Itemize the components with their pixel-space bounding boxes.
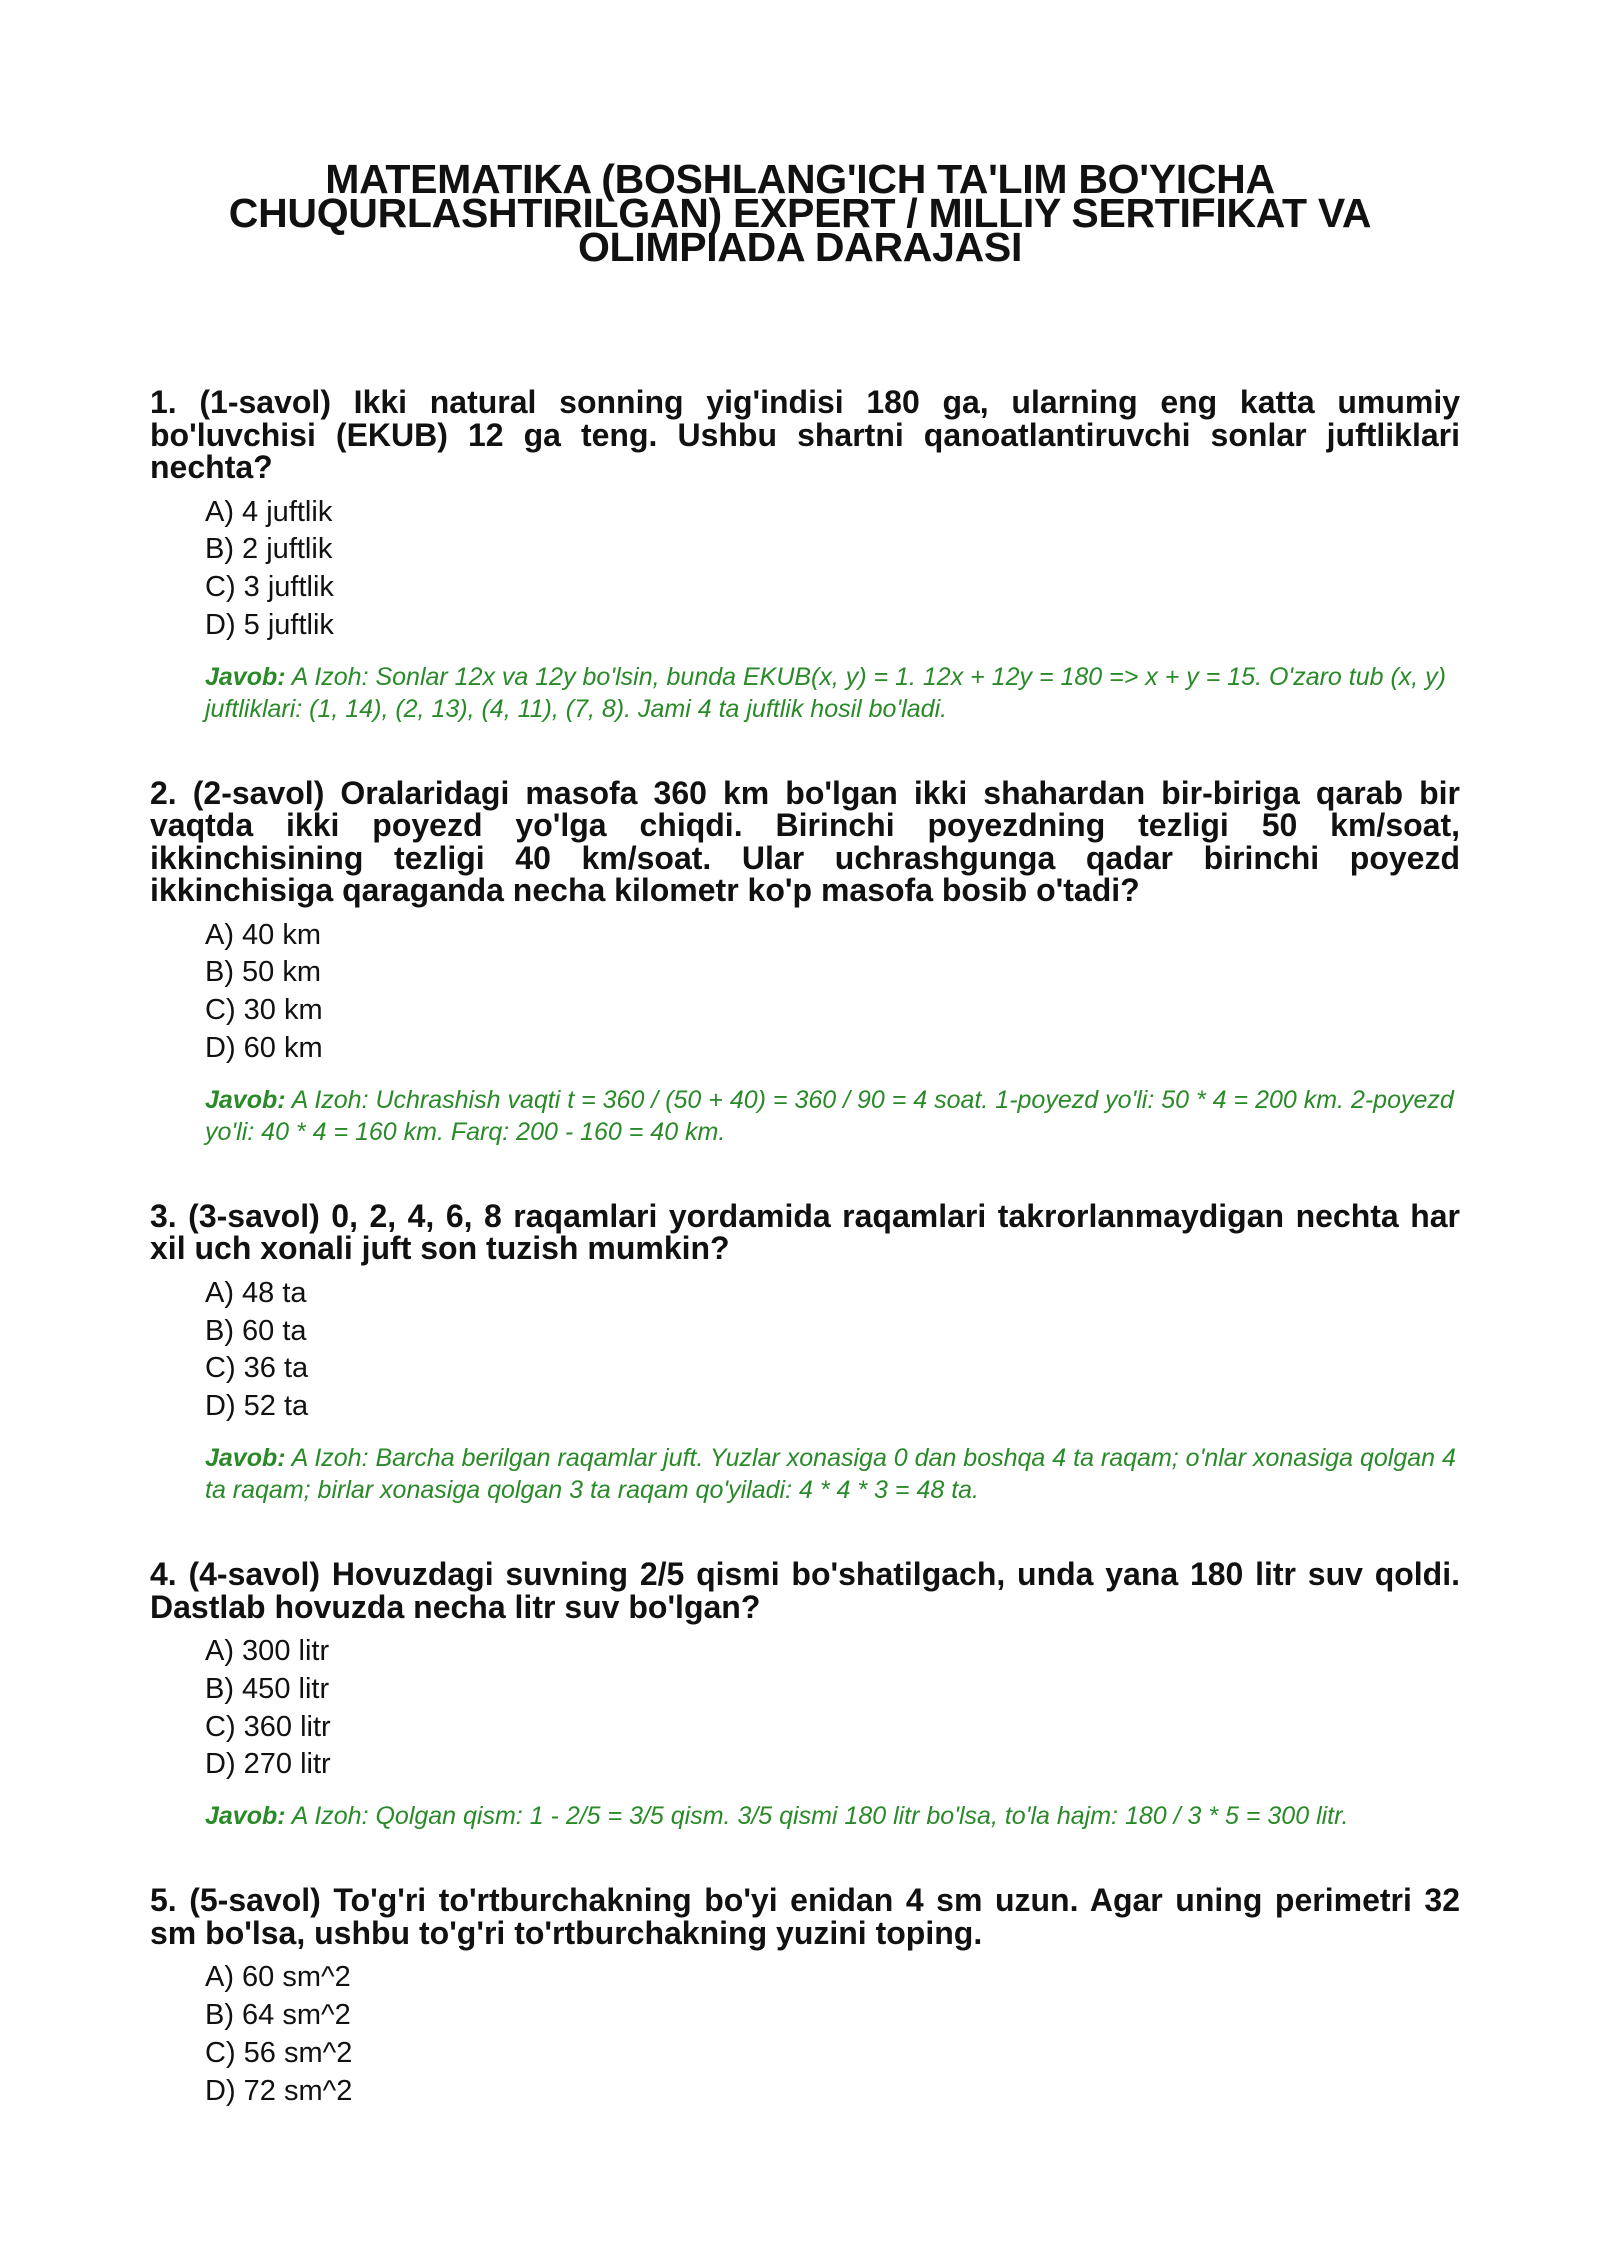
question-text: 2. (2-savol) Oralaridagi masofa 360 km bo'lgan ikki shahardan bir-biriga qarab bir vaqtda ikki poyezd yo'lga chiqdi. Birinchi poyezdning tezligi 50 km/soat, ikkinchisining tezligi 40 km/soat. Ular uchrashgunga qadar birinchi poyezd ikkinchisiga qaraganda necha kilometr ko'p masofa bosib o'tadi?	[150, 774, 1460, 909]
option-a: A) 48 ta	[205, 1276, 307, 1309]
question-5	[150, 1884, 1460, 2110]
answer-text: A Izoh: Sonlar 12x va 12y bo'lsin, bunda EKUB(x, y) = 1. 12x + 12y = 180 => x + y = 15. O'zaro tub (x, y) juftliklari: (1, 14), (2, 13), (4, 11), (7, 8). Jami 4 ta juftlik hosil bo'ladi.	[205, 662, 1447, 723]
option-b: B) 2 juftlik	[205, 533, 333, 566]
option-d: D) 72 sm^2	[205, 2074, 353, 2107]
option-b: B) 60 ta	[205, 1314, 307, 1347]
answer-text: A Izoh: Barcha berilgan raqamlar juft. Yuzlar xonasiga 0 dan boshqa 4 ta raqam; o'nlar xonasiga qolgan 4 ta raqam; birlar xonasiga qolgan 3 ta raqam qo'yiladi: 4 * 4 * 3 = 48 ta.	[205, 1444, 1456, 1505]
option-b: B) 450 litr	[205, 1672, 330, 1705]
option-c: C) 360 litr	[205, 1710, 331, 1743]
answer-options	[205, 1959, 1460, 2110]
answer-options	[205, 917, 1460, 1068]
option-c: C) 36 ta	[205, 1352, 309, 1385]
question-list	[150, 386, 1460, 2162]
question-text: 5. (5-savol) To'g'ri to'rtburchakning bo'yi enidan 4 sm uzun. Agar uning perimetri 32 sm bo'lsa, ushbu to'g'ri to'rtburchakning yuzini toping.	[150, 1882, 1460, 1951]
option-c: C) 56 sm^2	[205, 2036, 353, 2069]
answer-options	[205, 494, 1460, 645]
answer-explanation	[205, 661, 1460, 725]
question-4	[150, 1558, 1460, 1832]
answer-text: A Izoh: Uchrashish vaqti t = 360 / (50 + 40) = 360 / 90 = 4 soat. 1-poyezd yo'li: 50 * 4 = 200 km. 2-poyezd yo'li: 40 * 4 = 160 km. Farq: 200 - 160 = 40 km.	[205, 1085, 1454, 1146]
document-title: MATEMATIKA (BOSHLANG'ICH TA'LIM BO'YICHA CHUQURLASHTIRILGAN) EXPERT / MILLIY SERTIFIKAT VA OLIMPIADA DARAJASI	[228, 156, 1372, 270]
option-c: C) 3 juftlik	[205, 571, 334, 604]
answer-options	[205, 1633, 1460, 1784]
question-text: 4. (4-savol) Hovuzdagi suvning 2/5 qismi bo'shatilgach, unda yana 180 litr suv qoldi. Dastlab hovuzda necha litr suv bo'lgan?	[150, 1556, 1460, 1625]
answer-text: A Izoh: Qolgan qism: 1 - 2/5 = 3/5 qism. 3/5 qismi 180 litr bo'lsa, to'la hajm: 180 / 3 * 5 = 300 litr.	[291, 1802, 1349, 1831]
option-a: A) 40 km	[205, 918, 322, 951]
question-text: 3. (3-savol) 0, 2, 4, 6, 8 raqamlari yordamida raqamlari takrorlanmaydigan nechta har xil uch xonali juft son tuzish mumkin?	[150, 1197, 1460, 1267]
option-a: A) 60 sm^2	[205, 1961, 351, 1994]
option-b: B) 50 km	[205, 956, 322, 989]
answer-label: Javob:	[205, 662, 286, 691]
option-a: A) 4 juftlik	[205, 495, 333, 528]
answer-label: Javob:	[205, 1085, 286, 1114]
answer-label: Javob:	[205, 1802, 286, 1831]
option-d: D) 270 litr	[205, 1748, 331, 1781]
option-d: D) 60 km	[205, 1032, 323, 1065]
answer-explanation	[205, 1442, 1460, 1506]
answer-label: Javob:	[205, 1444, 286, 1473]
answer-explanation	[205, 1084, 1460, 1148]
question-2	[150, 774, 1460, 1148]
option-b: B) 64 sm^2	[205, 1999, 351, 2032]
option-d: D) 5 juftlik	[205, 608, 334, 641]
question-1	[150, 386, 1460, 725]
option-a: A) 300 litr	[205, 1635, 330, 1668]
question-text: 1. (1-savol) Ikki natural sonning yig'indisi 180 ga, ularning eng katta umumiy bo'luvchisi (EKUB) 12 ga teng. Ushbu shartni qanoatlantiruvchi sonlar juftliklari nechta?	[150, 384, 1460, 485]
option-c: C) 30 km	[205, 994, 323, 1027]
question-3	[150, 1197, 1460, 1506]
answer-explanation	[205, 1800, 1460, 1832]
option-d: D) 52 ta	[205, 1390, 309, 1423]
answer-options	[205, 1275, 1460, 1426]
